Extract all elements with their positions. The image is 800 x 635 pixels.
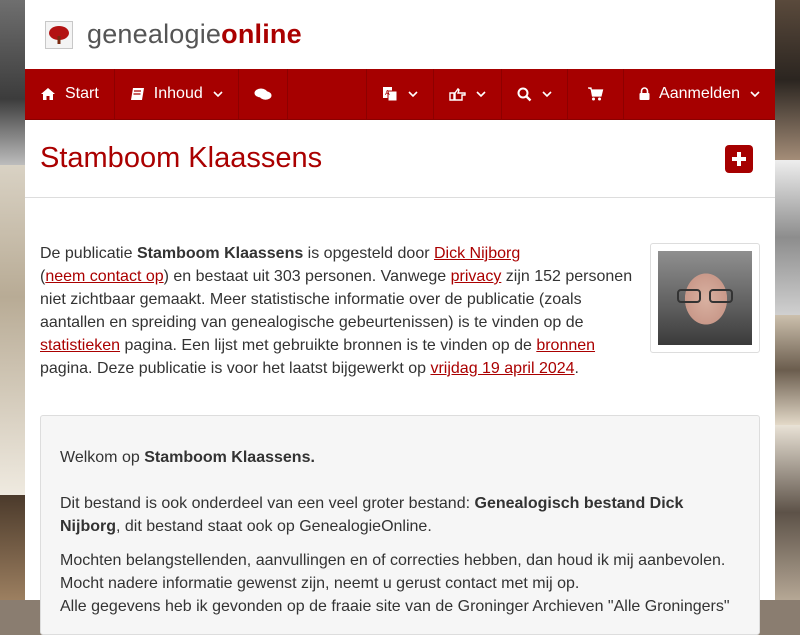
site-logo[interactable] [87,19,302,50]
background-photo [0,165,25,495]
statistics-link[interactable]: statistieken [40,337,121,354]
welcome-paragraph [60,492,740,538]
contact-link[interactable]: neem contact op [45,268,164,285]
nav-spacer [288,69,367,119]
chevron-down-icon [476,91,486,98]
intro-text: pagina. Een lijst met gebruikte bronnen is te vinden op de [120,337,537,354]
book-icon [130,87,145,101]
home-icon [40,87,56,101]
intro-text: zijn 152 personen niet zichtbaar gemaakt. Meer statistische informatie over de publicatie (zoals aantallen en spreiding van genealogische gebeurtenissen) is te vinden op de [40,268,633,331]
main-content [25,242,775,635]
page-container [25,0,775,615]
nav-forum[interactable] [239,69,288,119]
header [25,0,775,69]
sources-link[interactable]: bronnen [536,337,596,354]
intro-text: . [574,360,579,377]
page-title-row [25,120,775,198]
background-photo [0,495,25,600]
nav-cart[interactable] [568,69,624,119]
nav-start-label: Start [65,85,99,102]
welcome-line [60,446,740,469]
nav-share[interactable] [434,69,502,119]
background-photo [0,0,25,165]
chevron-down-icon [542,91,552,98]
background-photo [775,0,800,160]
background-photo [775,425,800,600]
nav-search[interactable] [502,69,568,119]
page-title: Stamboom Klaassens [40,142,323,174]
publication-name: Stamboom Klaassens [136,245,304,262]
chevron-down-icon [408,91,418,98]
intro-text: is opgesteld door [303,245,434,262]
author-link[interactable]: Dick Nijborg [433,245,521,262]
intro-paragraph [40,242,640,380]
welcome-panel [40,415,760,635]
nav-start[interactable] [25,69,115,119]
chevron-down-icon [213,91,223,98]
chat-bubbles-icon [254,87,272,101]
intro-text: ( [40,268,46,285]
intro-text: De publicatie [40,245,137,262]
welcome-paragraph [60,549,740,618]
logo-text-part1: genealogie [87,19,222,49]
welcome-text: Dit bestand is ook onderdeel van een veel groter bestand: [60,495,475,512]
hand-point-icon [449,87,466,101]
intro-text: pagina. Deze publicatie is voor het laatst bijgewerkt op [40,360,431,377]
nav-inhoud-label: Inhoud [153,85,203,102]
welcome-text: Welkom op [60,449,145,466]
chevron-down-icon [750,91,760,98]
background-photo [775,315,800,425]
glasses-shape [677,289,733,305]
lock-icon [639,87,650,101]
privacy-link[interactable]: privacy [450,268,502,285]
nav-inhoud[interactable] [115,69,239,119]
welcome-text: Alle gegevens heb ik gevonden op de fraaie site van de Groninger Archieven "Alle Groningers" [60,598,730,615]
tree-logo-icon[interactable] [45,21,73,49]
add-button[interactable] [725,145,753,173]
translate-icon [382,86,398,102]
nav-language[interactable] [367,69,434,119]
welcome-text: Mochten belangstellenden, aanvullingen en of correcties hebben, dan houd ik mij aanbevolen. [60,552,726,569]
author-photo [658,251,752,345]
logo-text-part2: online [221,19,302,49]
svg-text:A: A [385,90,390,97]
larger-file-name: Genealogisch bestand Dick Nijborg [60,495,684,535]
intro-text: ) en bestaat uit 303 personen. Vanwege [163,268,451,285]
background-photo [775,160,800,315]
author-avatar[interactable] [650,243,760,353]
publication-intro [40,242,760,380]
welcome-publication-name: Stamboom Klaassens. [144,449,315,466]
shopping-cart-icon [588,87,603,101]
plus-icon [730,150,748,168]
search-icon [517,87,532,102]
nav-aanmelden[interactable] [624,69,775,119]
main-navbar [25,69,775,120]
welcome-text: Mocht nadere informatie gewenst zijn, neemt u gerust contact met mij op. [60,575,580,592]
welcome-text: , dit bestand staat ook op GenealogieOnline. [116,518,432,535]
last-updated-link[interactable]: vrijdag 19 april 2024 [430,360,575,377]
nav-aanmelden-label: Aanmelden [659,85,740,102]
